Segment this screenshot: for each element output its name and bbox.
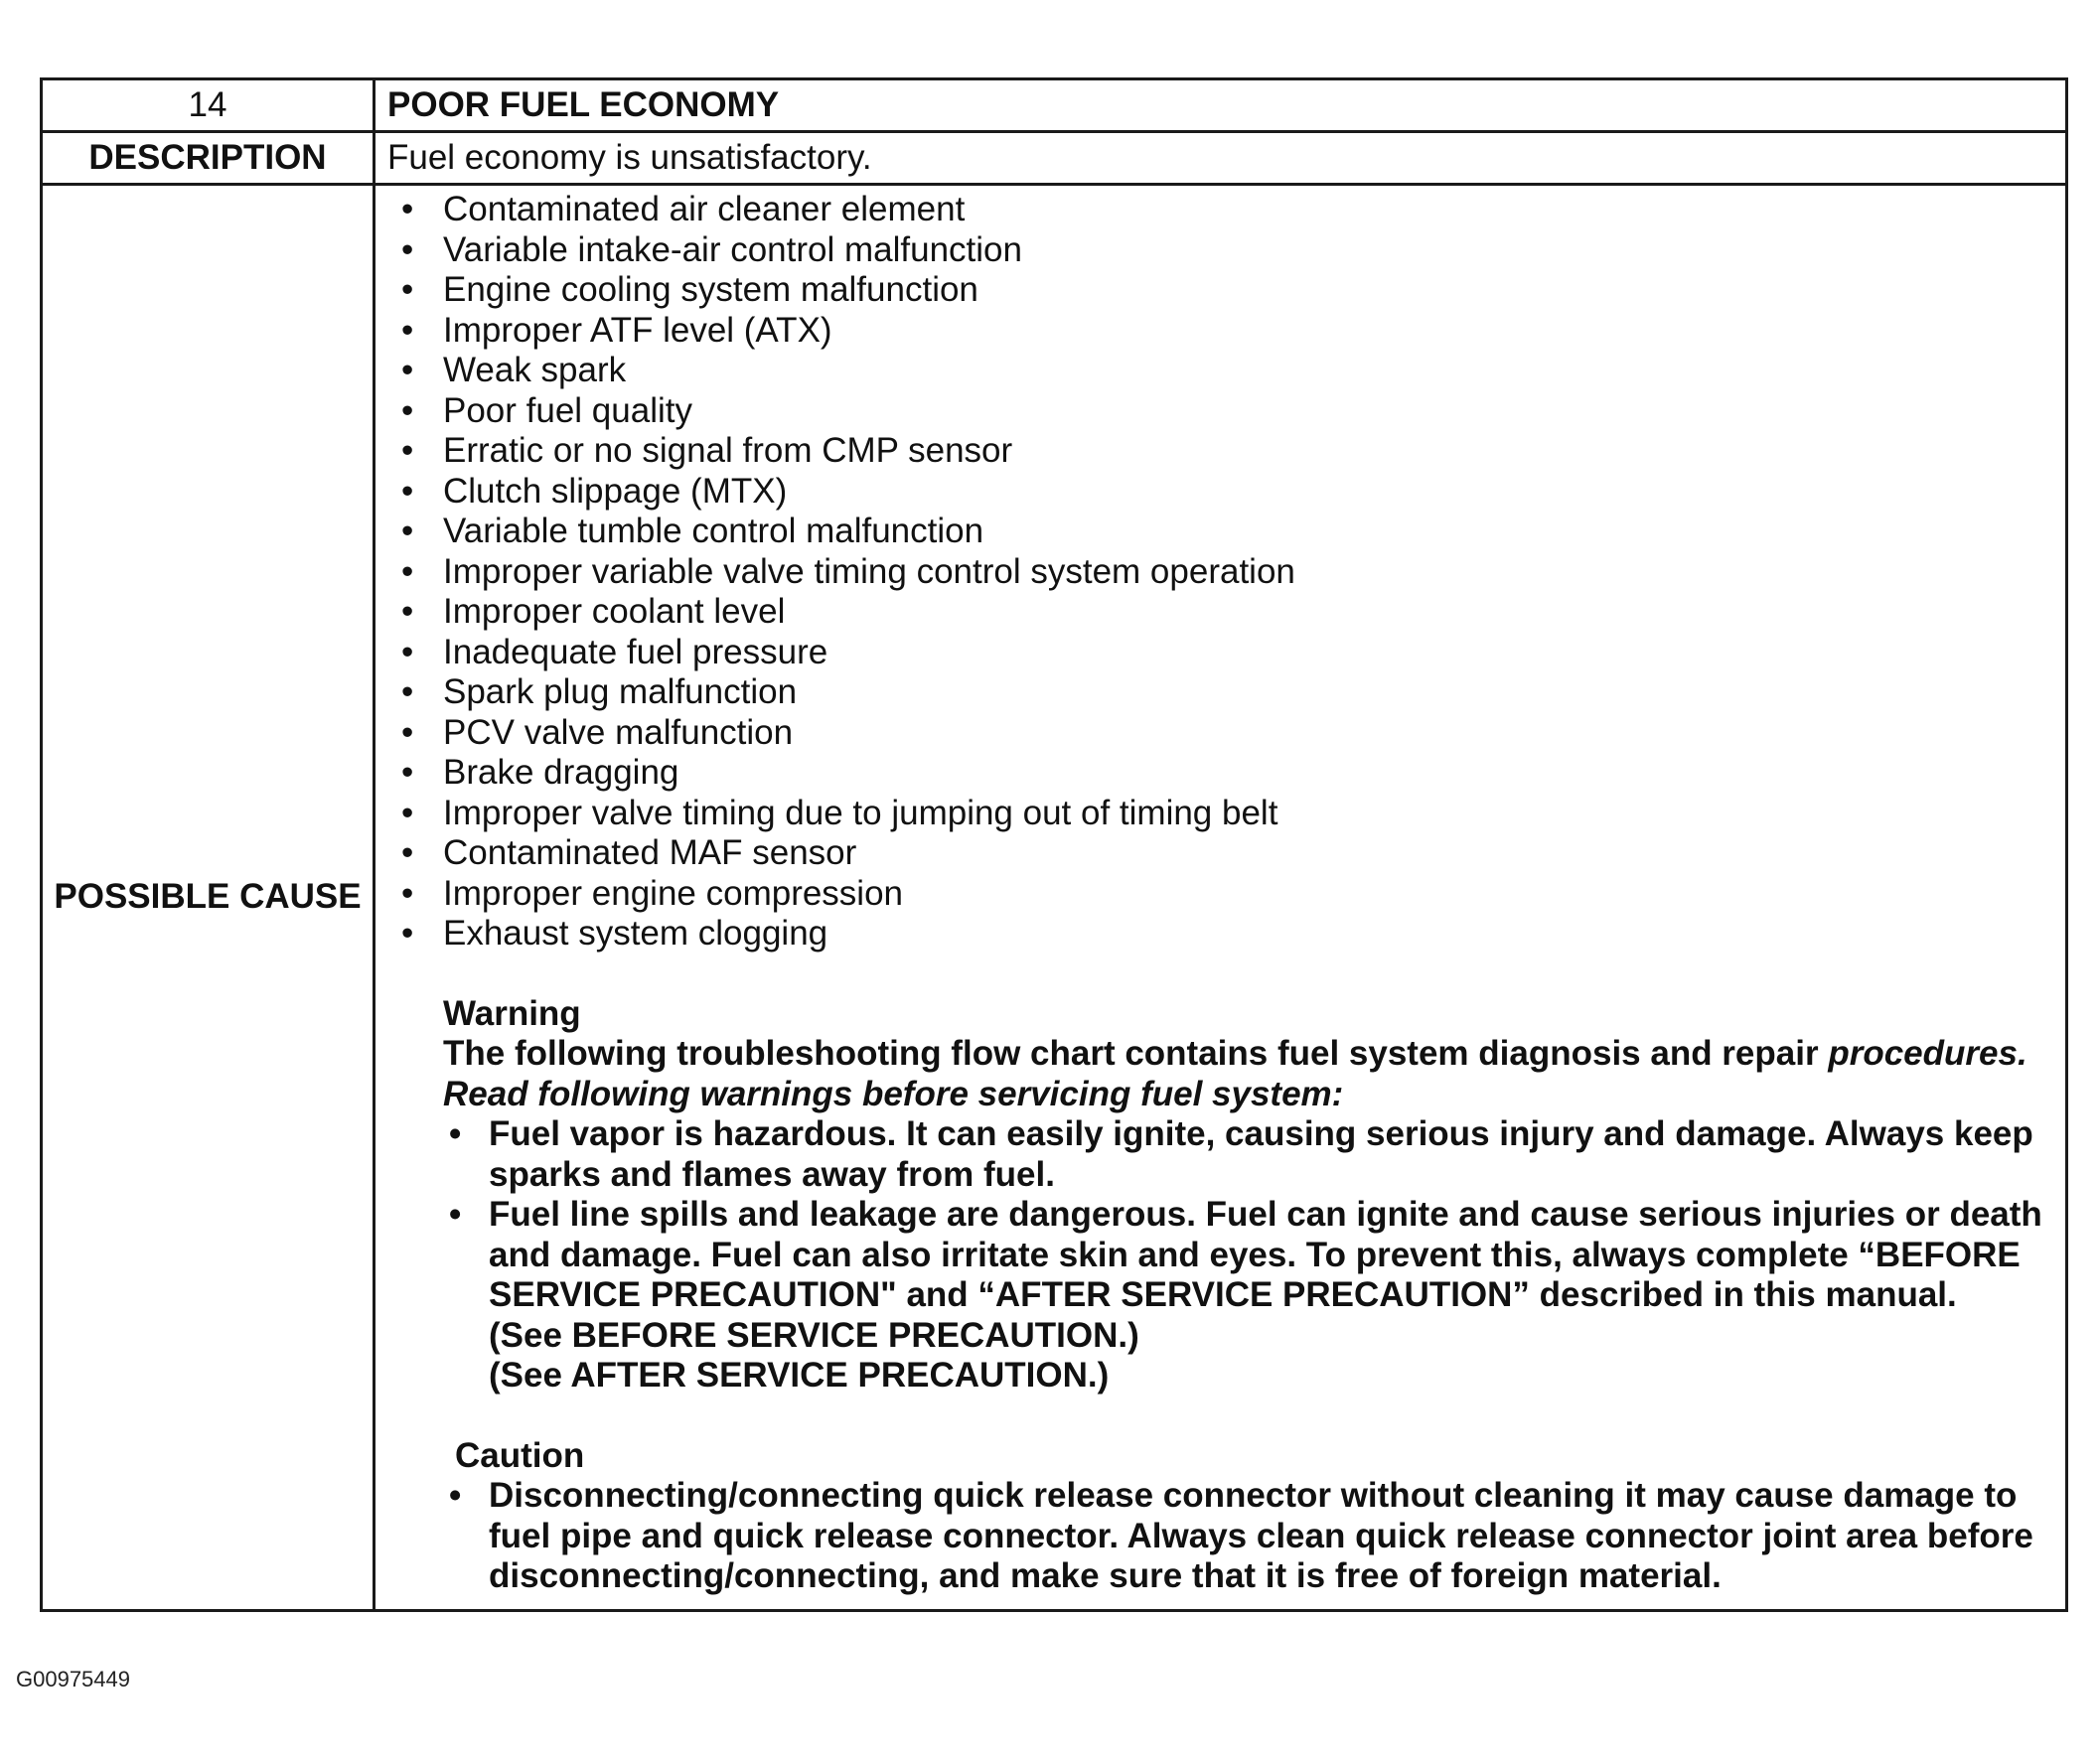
cause-item	[387, 552, 2045, 593]
cause-item	[387, 391, 2045, 432]
warning-text: Fuel vapor is hazardous. It can easily ignite, causing serious injury and damage. Always keep sparks and flames away from fuel.	[489, 1114, 2033, 1194]
possible-cause-content	[375, 185, 2067, 1611]
bullet-icon: •	[401, 793, 414, 832]
cause-item	[387, 874, 2045, 915]
warning-intro-italic: procedures. Read following warnings before servicing fuel system:	[443, 1034, 2027, 1113]
bullet-icon: •	[401, 592, 414, 631]
cause-text: Improper valve timing due to jumping out of timing belt	[443, 793, 1278, 832]
cause-item	[387, 633, 2045, 673]
cause-text: Erratic or no signal from CMP sensor	[443, 431, 1013, 470]
cause-text: Improper coolant level	[443, 592, 786, 631]
warning-intro-main: The following troubleshooting flow chart contains fuel system diagnosis and repair	[443, 1034, 1819, 1073]
warning-intro	[443, 1034, 2045, 1114]
description-label: DESCRIPTION	[42, 132, 375, 185]
see-before-service-reference: (See BEFORE SERVICE PRECAUTION.)	[489, 1315, 1139, 1355]
cause-text: Engine cooling system malfunction	[443, 270, 978, 309]
warning-block	[443, 994, 2045, 1396]
cause-item	[387, 472, 2045, 513]
cause-item	[387, 794, 2045, 834]
possible-cause-label: POSSIBLE CAUSE	[42, 185, 375, 1611]
bullet-icon: •	[401, 551, 414, 591]
header-row	[42, 79, 2067, 132]
bullet-icon: •	[401, 270, 414, 309]
bullet-icon: •	[401, 914, 414, 953]
troubleshooting-table	[40, 77, 2068, 1612]
cause-text: Improper ATF level (ATX)	[443, 310, 832, 350]
bullet-icon: •	[401, 431, 414, 470]
cause-text: Variable tumble control malfunction	[443, 512, 984, 550]
cause-text: Clutch slippage (MTX)	[443, 471, 788, 511]
cause-text: Variable intake-air control malfunction	[443, 229, 1022, 269]
cause-text: Contaminated air cleaner element	[443, 190, 966, 228]
bullet-icon: •	[401, 873, 414, 913]
cause-text: Exhaust system clogging	[443, 914, 828, 953]
figure-id: G00975449	[16, 1667, 130, 1691]
caution-heading: Caution	[455, 1435, 585, 1475]
cause-text: Contaminated MAF sensor	[443, 833, 857, 872]
bullet-icon: •	[401, 512, 414, 550]
description-text: Fuel economy is unsatisfactory.	[375, 132, 2067, 185]
cause-text: Spark plug malfunction	[443, 672, 798, 711]
cause-text: Poor fuel quality	[443, 390, 692, 430]
bullet-icon: •	[401, 310, 414, 350]
warning-heading: Warning	[443, 993, 581, 1033]
warning-item	[443, 1114, 2045, 1195]
cause-item	[387, 713, 2045, 754]
cause-item	[387, 270, 2045, 311]
bullet-icon: •	[401, 712, 414, 752]
cause-item	[387, 512, 2045, 552]
bullet-icon: •	[401, 190, 414, 228]
warning-list	[443, 1114, 2045, 1396]
caution-block	[443, 1436, 2045, 1597]
cause-text: Weak spark	[443, 351, 627, 389]
cause-item	[387, 914, 2045, 955]
bullet-icon: •	[449, 1114, 462, 1153]
bullet-icon: •	[401, 833, 414, 872]
possible-cause-row	[42, 185, 2067, 1611]
bullet-icon: •	[401, 753, 414, 792]
caution-text: Disconnecting/connecting quick release connector without cleaning it may cause damage to fuel pipe and quick release connector. Always clean quick release connector joint area before disconnecting/connecting, and make sure that it is free of foreign material.	[489, 1476, 2033, 1595]
warning-item	[443, 1195, 2045, 1396]
cause-item	[387, 672, 2045, 713]
caution-item	[443, 1476, 2045, 1597]
symptom-title: POOR FUEL ECONOMY	[375, 79, 2067, 132]
cause-text: PCV valve malfunction	[443, 712, 794, 752]
cause-item	[387, 431, 2045, 472]
bullet-icon: •	[401, 672, 414, 711]
bullet-icon: •	[401, 471, 414, 511]
cause-text: Improper engine compression	[443, 873, 904, 913]
bullet-icon: •	[401, 390, 414, 430]
cause-item	[387, 592, 2045, 633]
description-row	[42, 132, 2067, 185]
cause-item	[387, 351, 2045, 391]
bullet-icon: •	[401, 229, 414, 269]
cause-list	[387, 190, 2045, 955]
cause-item	[387, 311, 2045, 352]
cause-item	[387, 190, 2045, 230]
bullet-icon: •	[401, 351, 414, 389]
cause-item	[387, 230, 2045, 271]
caution-list	[443, 1476, 2045, 1597]
bullet-icon: •	[449, 1195, 462, 1234]
cause-item	[387, 753, 2045, 794]
bullet-icon: •	[401, 632, 414, 671]
bullet-icon: •	[449, 1476, 462, 1515]
cause-item	[387, 833, 2045, 874]
cause-text: Brake dragging	[443, 753, 679, 792]
see-after-service-reference: (See AFTER SERVICE PRECAUTION.)	[489, 1356, 1110, 1395]
cause-text: Inadequate fuel pressure	[443, 632, 828, 671]
step-number: 14	[42, 79, 375, 132]
warning-text: Fuel line spills and leakage are dangerous. Fuel can ignite and cause serious injuries or death and damage. Fuel can also irritate skin and eyes. To prevent this, always complete “BEFORE SERVICE PRECAUTION" and “AFTER SERVICE PRECAUTION” described in this manual.	[489, 1195, 2042, 1314]
cause-text: Improper variable valve timing control system operation	[443, 551, 1295, 591]
